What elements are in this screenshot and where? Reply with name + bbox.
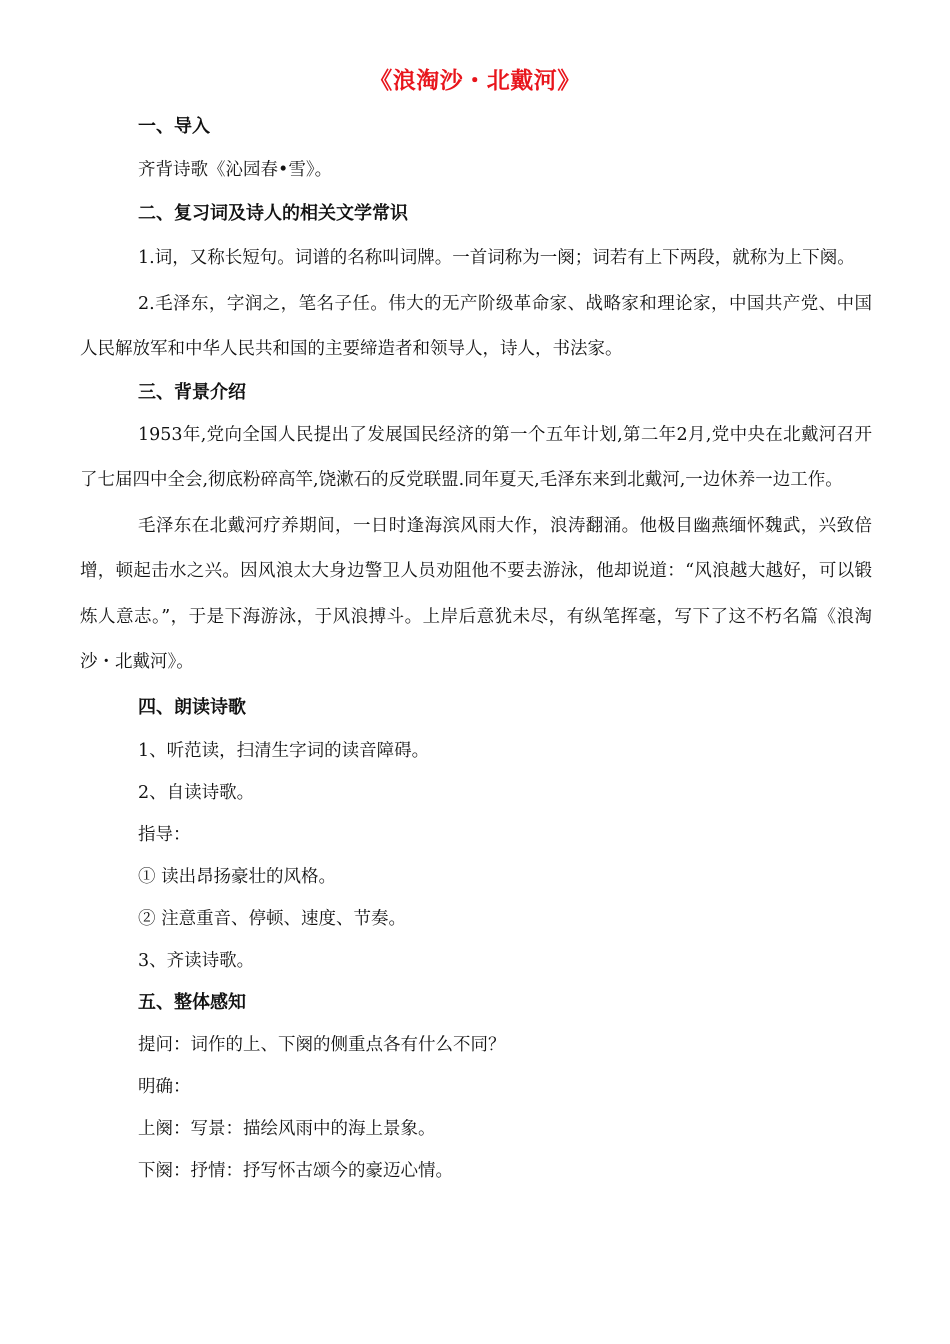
list-item: ① 读出昂扬豪壮的风格。 <box>138 866 337 887</box>
document-title: 《浪淘沙・北戴河》 <box>369 68 581 94</box>
list-item: 下阕：抒情：抒写怀古颂今的豪迈心情。 <box>138 1160 453 1181</box>
list-item: 指导： <box>138 824 191 845</box>
section-heading: 三、背景介绍 <box>138 381 246 403</box>
list-item: 明确： <box>138 1076 191 1097</box>
list-item: ② 注意重音、停顿、速度、节奏。 <box>138 908 407 929</box>
body-paragraph: 1953年,党向全国人民提出了发展国民经济的第一个五年计划,第二年2月,党中央在北戴河召开了七届四中全会,彻底粉碎高竿,饶漱石的反党联盟.同年夏天,毛泽东来到北戴河,一边休养一边工作。 <box>80 424 872 490</box>
section-heading: 四、朗读诗歌 <box>138 696 246 718</box>
section-reading <box>80 686 872 982</box>
section-heading: 五、整体感知 <box>138 991 246 1013</box>
section-heading: 一、导入 <box>138 116 210 137</box>
section-background <box>80 373 872 686</box>
document-body <box>80 106 872 1192</box>
list-item: 3、齐读诗歌。 <box>138 950 255 971</box>
list-item: 2、自读诗歌。 <box>138 782 255 803</box>
body-paragraph: 毛泽东在北戴河疗养期间，一日时逢海滨风雨大作，浪涛翻涌。他极目幽燕缅怀魏武，兴致倍增，顿起击水之兴。因风浪太大身边警卫人员劝阻他不要去游泳，他却说道：“风浪越大越好，可以锻炼人意志。”，于是下海游泳，于风浪搏斗。上岸后意犹未尽，有纵笔挥毫，写下了这不朽名篇《浪淘沙・北戴河》。 <box>80 515 872 672</box>
section-heading: 二、复习词及诗人的相关文学常识 <box>138 203 408 224</box>
section-intro <box>80 106 872 192</box>
list-item: 1、听范读，扫清生字词的读音障碍。 <box>138 740 430 761</box>
list-item: 上阕：写景：描绘风雨中的海上景象。 <box>138 1118 436 1139</box>
body-paragraph: 1.词，又称长短句。词谱的名称叫词牌。一首词称为一阕；词若有上下两段，就称为上下阕。 <box>138 248 855 268</box>
section-literary-knowledge <box>80 192 872 373</box>
body-text: 齐背诗歌《沁园春•雪》。 <box>138 160 333 180</box>
section-overall-perception <box>80 982 872 1192</box>
list-item: 提问：词作的上、下阕的侧重点各有什么不同？ <box>138 1034 506 1055</box>
body-paragraph: 2.毛泽东，字润之，笔名子任。伟大的无产阶级革命家、战略家和理论家，中国共产党、中国人民解放军和中华人民共和国的主要缔造者和领导人，诗人，书法家。 <box>80 293 872 359</box>
